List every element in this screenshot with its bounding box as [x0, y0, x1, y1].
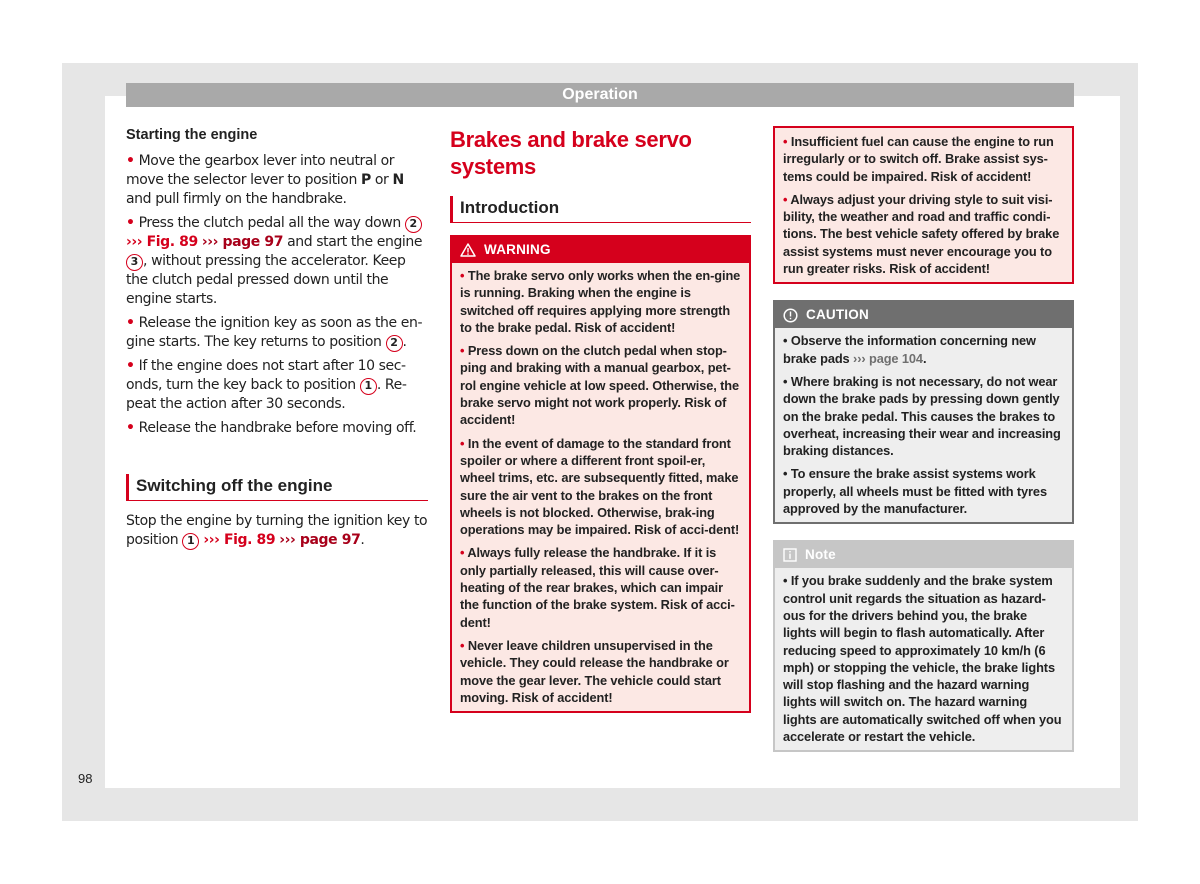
list-item: • Press the clutch pedal all the way down 2 ››› Fig. 89 ››› page 97 and start the engine 3 , without pressing the accelerator. Keep the clutch pedal pressed down until the engine starts. — [126, 215, 423, 307]
position-marker: 2 — [386, 335, 403, 352]
page-link[interactable]: ››› page 97 — [279, 532, 361, 548]
column-left — [126, 124, 428, 555]
bullet: • — [126, 420, 135, 436]
position-marker: 3 — [126, 254, 143, 271]
column-right — [773, 126, 1074, 752]
list-item: • In the event of damage to the standard front spoiler or where a different front spoil-er, wheel trims, etc. are subsequently fitted, make sure the air vent to the brakes on the front wheels is not blocked. Otherwise, brak-ing operations may be impaired. Risk of acci-dent! — [460, 435, 740, 538]
bullet: • — [126, 215, 135, 231]
warning-body — [452, 263, 749, 711]
warning-box-continued — [773, 126, 1074, 284]
list-item: • The brake servo only works when the en-gine is running. Braking when the engine is switched off requires applying more strength to the brake pedal. Risk of accident! — [460, 268, 741, 335]
bullet: • — [126, 358, 135, 374]
note-header: Note — [775, 542, 1072, 568]
list-item: • Insufficient fuel can cause the engine to run irregularly or to switch off. Brake assist sys-tems could be impaired. Risk of accident! — [783, 134, 1054, 184]
heading-introduction: Introduction — [450, 196, 751, 223]
list-item: • Observe the information concerning new brake pads ››› page 104. — [783, 333, 1036, 366]
list-item: • Release the handbrake before moving off. — [126, 420, 417, 436]
chapter-title: Brakes and brake servo systems — [450, 127, 692, 179]
page-link[interactable]: ››› page 97 — [201, 234, 284, 250]
caution-box — [773, 300, 1074, 524]
list-item: • Always adjust your driving style to suit visi-bility, the weather and road and traffic condi-tions. The best vehicle safety offered by brake assist systems must never encourage you to run greater risks. Risk of accident! — [783, 191, 1060, 277]
bullet: • — [126, 315, 135, 331]
column-middle — [450, 126, 751, 713]
list-item: • Always fully release the handbrake. If it is only partially released, this will cause over-heating of the rear brakes, which can impair the function of the brake system. Risk of acci-dent! — [460, 545, 735, 630]
paragraph-stop-engine: Stop the engine by turning the ignition key to position 1 ››› Fig. 89 ››› page 97. — [126, 513, 428, 548]
list-item: • To ensure the brake assist systems work properly, all wheels must be fitted with tyres approved by the manufacturer. — [783, 466, 1047, 517]
caution-header: CAUTION — [775, 302, 1072, 328]
list-item: • Move the gearbox lever into neutral or move the selector lever to position P or N and pull firmly on the handbrake. — [126, 153, 404, 207]
warning-body — [775, 128, 1072, 282]
info-icon — [783, 548, 797, 562]
warning-box — [450, 235, 751, 713]
heading-switching-off: Switching off the engine — [126, 474, 428, 501]
list-item: • Press down on the clutch pedal when stop-ping and braking with a manual gearbox, pet-rol engine vehicle at low speed. Otherwise, the brake servo might not work properly. Risk of accident! — [460, 343, 740, 428]
page-number: 98 — [78, 771, 93, 786]
list-item: • If the engine does not start after 10 sec-onds, turn the key back to position 1 . Re-peat the action after 30 seconds. — [126, 358, 407, 412]
list-item: • Never leave children unsupervised in the vehicle. They could release the handbrake or move the gear lever. The vehicle could start moving. Risk of accident! — [460, 637, 729, 705]
position-marker: 1 — [360, 378, 377, 395]
figure-link[interactable]: ››› Fig. 89 — [126, 234, 198, 250]
section-header: Operation — [126, 83, 1074, 107]
list-item: • Where braking is not necessary, do not wear down the brake pads by pressing down gently on the brake pedal. This causes the brakes to overheat, increasing their wear and increasing braking distances. — [783, 373, 1061, 459]
heading-starting-engine: Starting the engine — [126, 127, 258, 143]
note-body — [775, 568, 1072, 750]
page-link[interactable]: ››› page 104 — [853, 350, 923, 366]
exclamation-circle-icon — [783, 308, 798, 323]
position-marker: 1 — [182, 533, 199, 550]
position-marker: 2 — [405, 216, 422, 233]
list-item: • Release the ignition key as soon as the en-gine starts. The key returns to position 2 . — [126, 315, 423, 350]
note-box — [773, 540, 1074, 752]
bullet: • — [126, 153, 135, 169]
figure-link[interactable]: ››› Fig. 89 — [203, 532, 276, 548]
warning-header: WARNING — [452, 237, 749, 263]
caution-body — [775, 328, 1072, 522]
list-item: • If you brake suddenly and the brake system control unit regards the situation as hazard-ous for the drivers behind you, the brake lights will begin to flash automatically. After reducing speed to approximately 10 km/h (6 mph) or stopping the vehicle, the brake lights will stop flashing and the hazard warning lights will switch on. The hazard warning lights are automatically switched off when you accelerate or restart the vehicle. — [783, 573, 1062, 745]
warning-triangle-icon — [460, 243, 476, 257]
